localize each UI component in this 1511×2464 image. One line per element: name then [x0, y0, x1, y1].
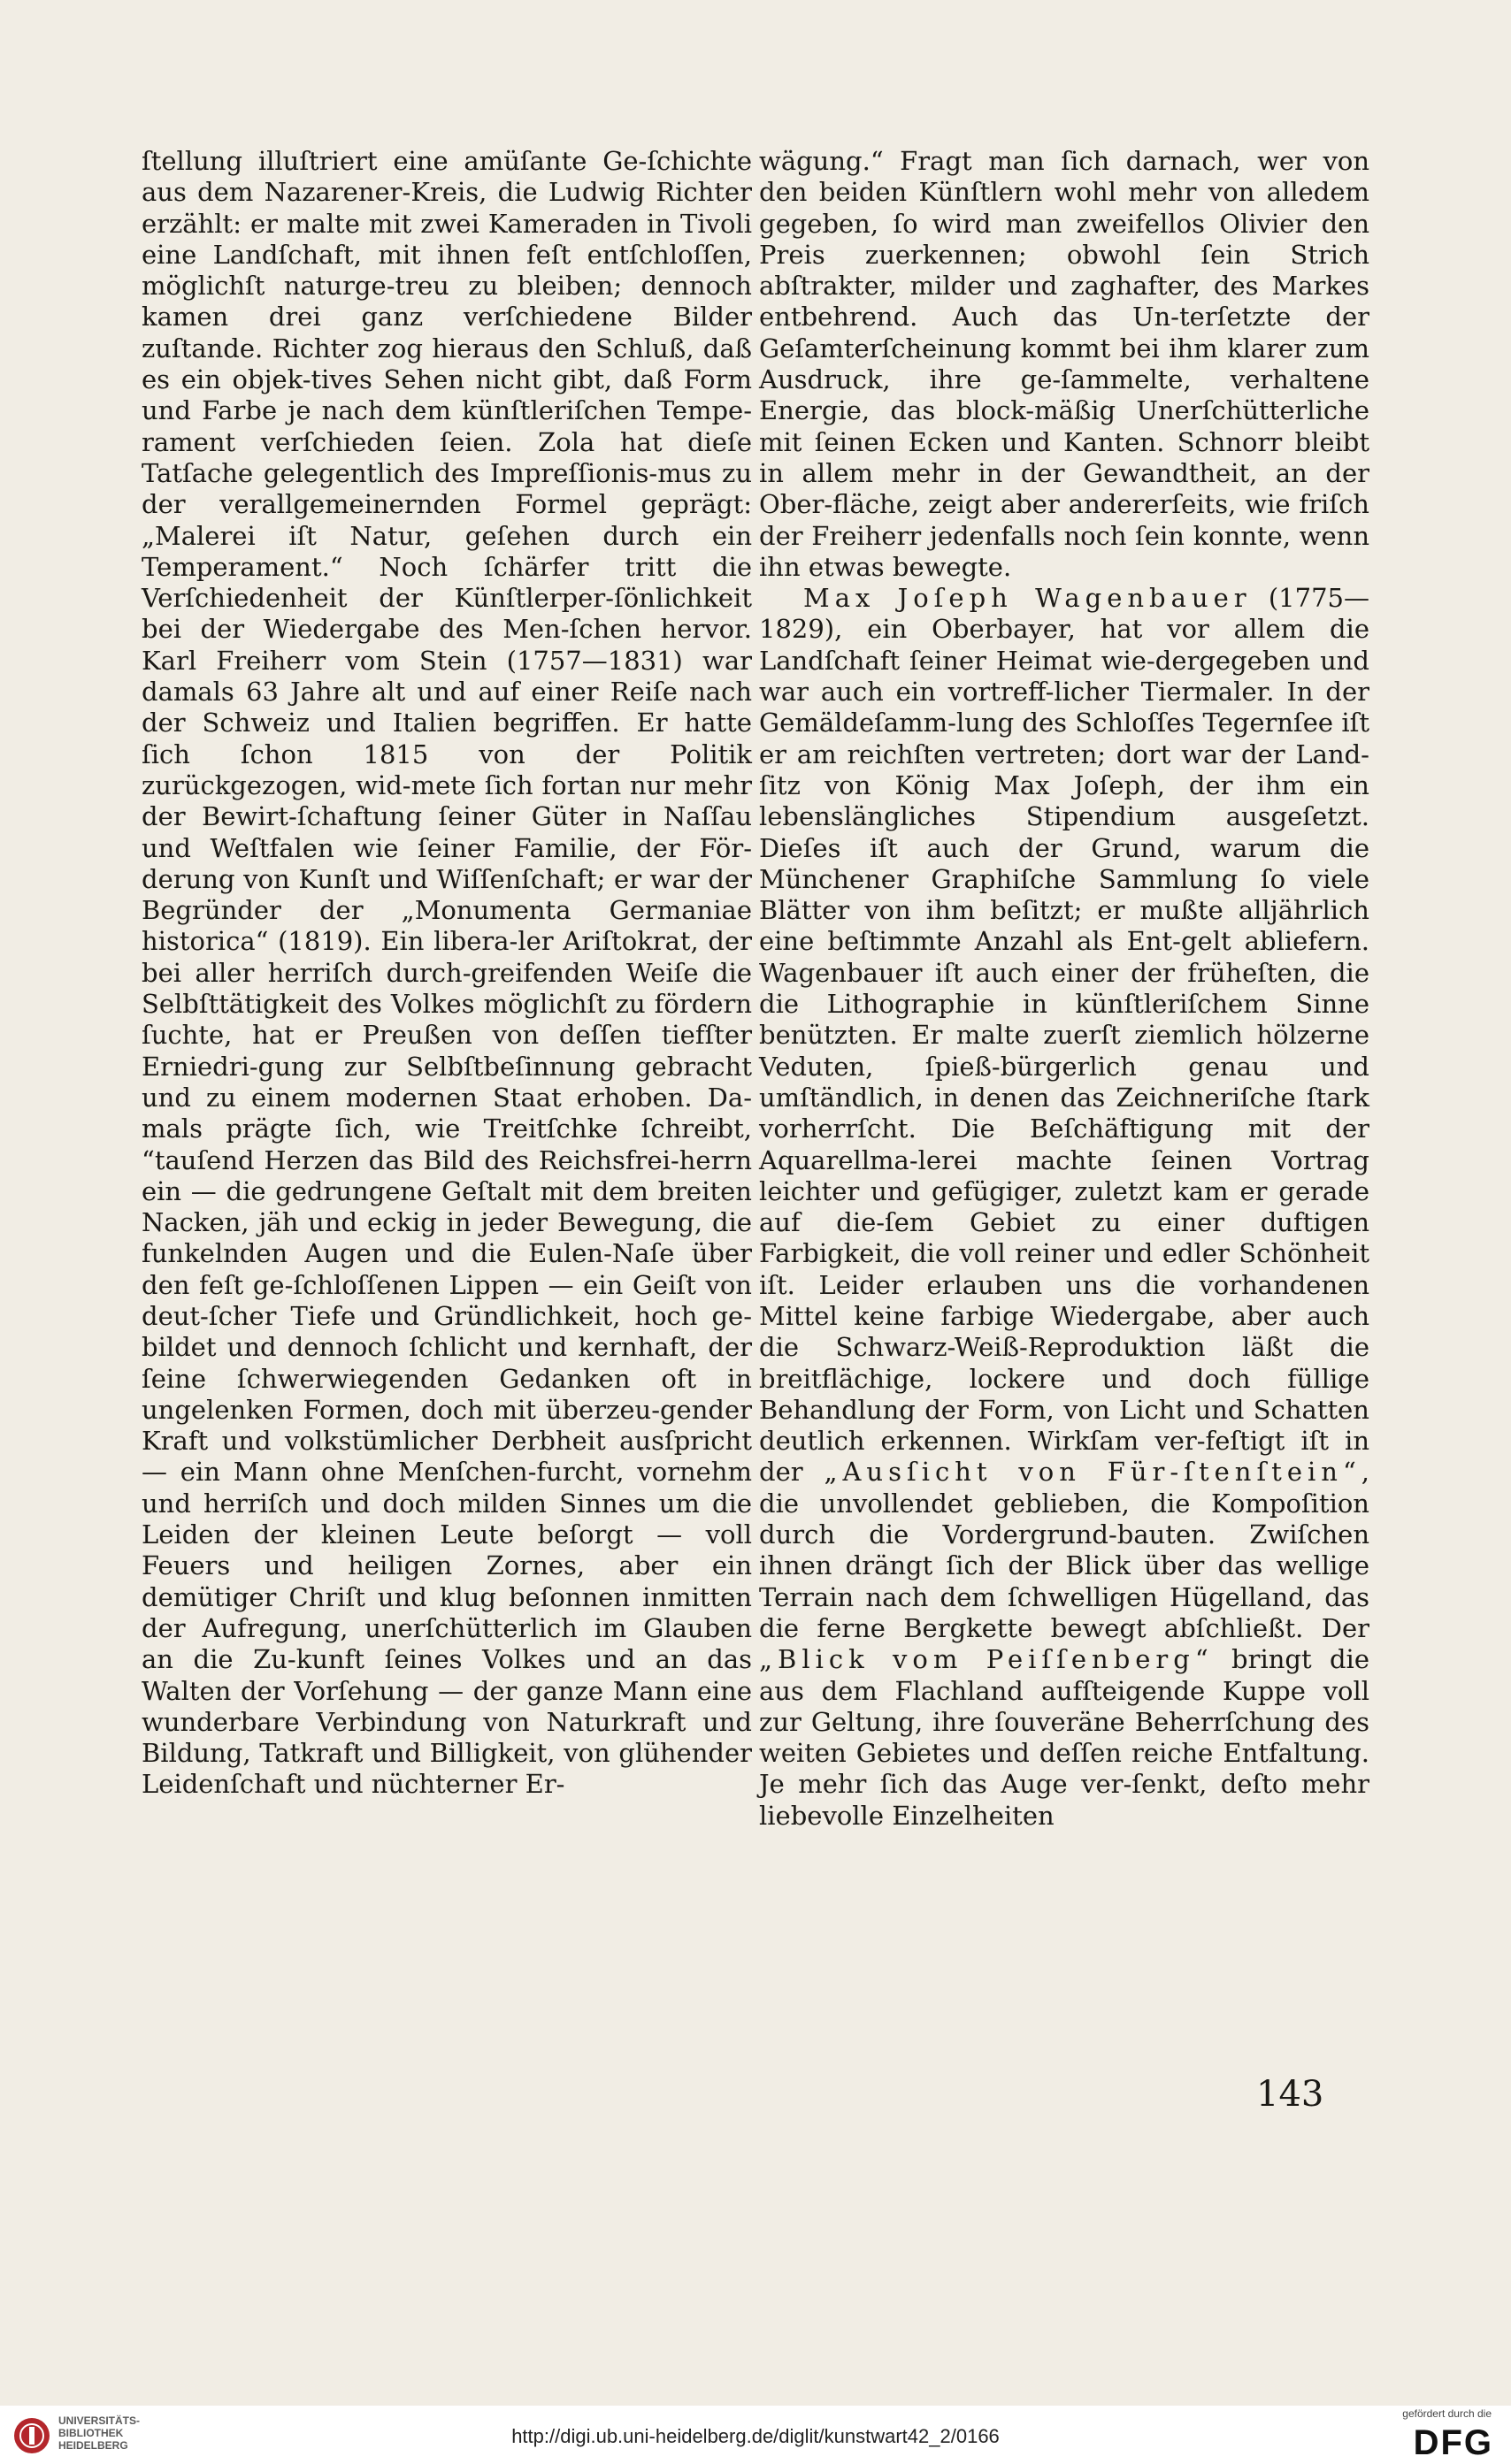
artwork-title-spaced: „Blick vom Peiſſenberg“ — [759, 1644, 1214, 1675]
paragraph-text: bringt die aus dem Flachland aufſteigende Kuppe voll zur Geltung, ihre ſouveräne Beherrſchung des weiten Gebietes und deſſen reiche Entfaltung. Je mehr ſich das Auge ver-ſenkt, deſto mehr liebevolle Einzelheiten — [759, 1644, 1369, 1831]
artist-name-spaced: Max Joſeph Wagenbauer — [803, 583, 1252, 614]
artwork-title-spaced: „Ausſicht von Für-ſtenſtein“ — [824, 1457, 1361, 1488]
funded-by-label: gefördert durch die — [1402, 2407, 1492, 2420]
paragraph-text: (1775—1829), ein Oberbayer, hat vor allem die Landſchaft ſeiner Heimat wie-dergegeben und war auch ein vortreff-licher Tiermaler. In der Gemäldeſamm-lung des Schloſſes Tegernſee iſt er am reichſten vertreten; dort war der Land-ſitz von König Max Joſeph, der ihm ein lebenslängliches Stipendium ausgeſetzt. Dieſes iſt auch der Grund, warum die Münchener Graphiſche Sammlung ſo viele Blätter von ihm beſitzt; er mußte alljährlich eine beſtimmte Anzahl als Ent-gelt abliefern. Wagenbauer iſt auch einer der früheſten, die die Lithographie in künſtleriſchem Sinne benützten. Er malte zuerſt ziemlich hölzerne Veduten, ſpieß-bürgerlich genau und umſtändlich, in denen das Zeichneriſche ſtark vorherrſcht. Die Beſchäftigung mit der Aquarellma-lerei machte ſeinen Vortrag leichter und gefügiger, zuletzt kam er gerade auf die-ſem Gebiet zu einer duftigen Farbigkeit, die voll reiner und edler Schönheit iſt. Leider erlauben uns die vorhandenen Mittel keine farbige Wiedergabe, aber auch die Schwarz-Weiß-Reproduktion läßt die breitflächige, lockere und doch füllige Behandlung der Form, von Licht und Schatten deutlich erkennen. Wirkſam ver-feſtigt iſt in der — [759, 583, 1369, 1488]
left-column-paragraph: ſtellung illuſtriert eine amüſante Ge-ſchichte aus dem Nazarener-Kreis, die Ludwig Richter erzählt: er malte mit zwei Kameraden in Tivoli eine Landſchaft, mit ihnen feſt entſchloſſen, möglichſt naturge-treu zu bleiben; dennoch kamen drei ganz verſchiedene Bilder zuſtande. Richter zog hieraus den Schluß, daß es ein objek-tives Sehen nicht gibt, daß Form und Farbe je nach dem künſtleriſchen Tempe-rament verſchieden ſeien. Zola hat dieſe Tatſache gelegentlich des Impreſſionis-mus zu der verallgemeinernden Formel geprägt: „Malerei iſt Natur, geſehen durch ein Temperament.“ Noch ſchärfer tritt die Verſchiedenheit der Künſtlerper-ſönlichkeit bei der Wiedergabe des Men-ſchen hervor. Karl Freiherr vom Stein (1757—1831) war damals 63 Jahre alt und auf einer Reiſe nach der Schweiz und Italien begriffen. Er hatte ſich ſchon 1815 von der Politik zurückgezogen, wid-mete ſich fortan nur mehr der Bewirt-ſchaftung ſeiner Güter in Naſſau und Weſtfalen wie ſeiner Familie, der För-derung von Kunſt und Wiſſenſchaft; er war der Begründer der „Monumenta Germaniae historica“ (1819). Ein libera-ler Ariſtokrat, der bei aller herriſch durch-greifenden Weiſe die Selbſttätigkeit des Volkes möglichſt zu fördern ſuchte, hat er Preußen von deſſen tiefſter Erniedri-gung zur Selbſtbeſinnung gebracht und zu einem modernen Staat erhoben. Da-mals prägte ſich, wie Treitſchke ſchreibt, “tauſend Herzen das Bild des Reichsfrei-herrn ein — die gedrungene Geſtalt mit dem breiten Nacken, jäh und eckig in jeder Bewegung, die funkelnden Augen und die Eulen-Naſe über den feſt ge-ſchloſſenen Lippen — ein Geiſt von deut-ſcher Tiefe und Gründlichkeit, hoch ge-bildet und dennoch ſchlicht und kernhaft, der ſeine ſchwerwiegenden Gedanken oft in ungelenken Formen, doch mit überzeu-gender Kraft und volkstümlicher Derbheit ausſpricht — ein Mann ohne Menſchen-furcht, vornehm und herriſch und doch milden Sinnes um die Leiden der kleinen Leute beſorgt — voll Feuers und heiligen Zornes, aber ein demütiger Chriſt und klug beſonnen inmitten der Aufregung, unerſchütterlich im Glauben an die Zu-kunft ſeines Volkes und an das Walten der Vorſehung — der ganze Mann eine wunderbare Verbindung von Naturkraft und Bildung, Tatkraft und Billigkeit, von glühender Leidenſchaft und nüchterner Er- — [142, 146, 752, 1800]
institution-name: UNIVERSITÄTS- BIBLIOTHEK HEIDELBERG — [58, 2414, 141, 2452]
right-column-paragraph-1: wägung.“ Fragt man ſich darnach, wer von den beiden Künſtlern wohl mehr von alledem gegeben, ſo wird man zweifellos Olivier den Preis zuerkennen; obwohl ſein Strich abſtrakter, milder und zaghafter, des Markes entbehrend. Auch das Un-terſetzte der Geſamterſcheinung kommt bei ihm klarer zum Ausdruck, ihre ge-ſammelte, verhaltene Energie, das block-mäßig Unerſchütterliche mit ſeinen Ecken und Kanten. Schnorr bleibt in allem mehr in der Gewandtheit, an der Ober-fläche, zeigt aber andererſeits, wie friſch der Freiherr jedenfalls noch ſein konnte, wenn ihn etwas bewegte. — [759, 146, 1369, 582]
university-seal-icon — [12, 2416, 51, 2455]
left-text-column — [142, 146, 752, 1801]
paragraph-text: , die unvollendet geblieben, die Kompoſition durch die Vordergrund-bauten. Zwiſchen ihnen drängt ſich der Blick über das wellige Terrain nach dem ſchwelligen Hügelland, das die ferne Bergkette bewegt abſchließt. Der — [759, 1457, 1369, 1643]
dfg-logo: DFG — [1413, 2423, 1493, 2462]
source-url-link[interactable]: http://digi.ub.uni-heidelberg.de/diglit/kunstwart42_2/0166 — [511, 2425, 1000, 2447]
footer-bar — [0, 2406, 1511, 2464]
page-number: 143 — [1256, 2074, 1324, 2115]
right-column-paragraph-2 — [759, 583, 1369, 1832]
right-text-column — [759, 146, 1369, 1832]
